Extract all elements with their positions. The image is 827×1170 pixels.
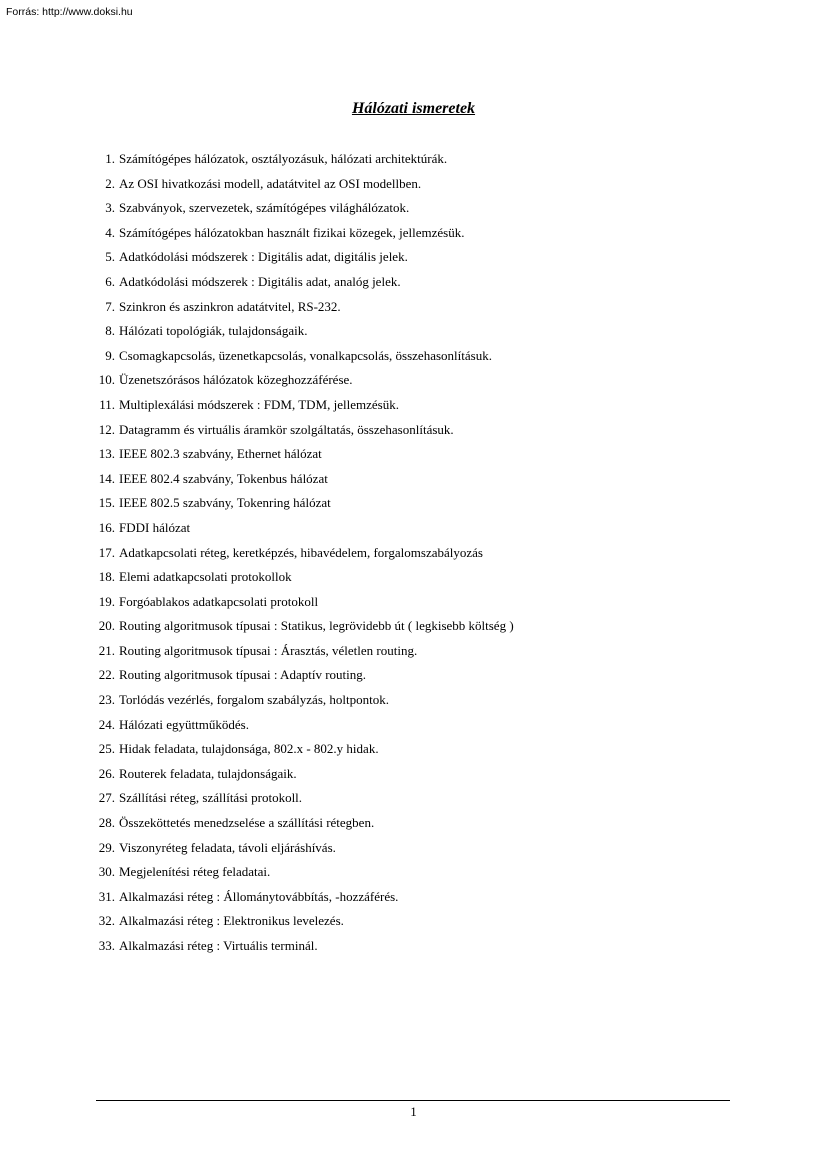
list-item-text: Routing algoritmusok típusai : Árasztás, véletlen routing. bbox=[119, 642, 418, 658]
list-item-number: 28. bbox=[98, 815, 115, 831]
list-item bbox=[96, 247, 514, 272]
list-item-text: IEEE 802.4 szabvány, Tokenbus hálózat bbox=[119, 470, 328, 486]
list-item-text: Szabványok, szervezetek, számítógépes világhálózatok. bbox=[119, 200, 410, 216]
list-item-text: Szállítási réteg, szállítási protokoll. bbox=[119, 790, 303, 806]
list-item bbox=[96, 665, 514, 690]
topic-list bbox=[96, 149, 514, 961]
list-item bbox=[96, 149, 514, 174]
list-item bbox=[96, 936, 514, 961]
list-item bbox=[96, 395, 514, 420]
list-item bbox=[96, 444, 514, 469]
list-item-number: 13. bbox=[98, 446, 115, 462]
list-item-number: 24. bbox=[98, 716, 115, 732]
list-item-number: 15. bbox=[98, 495, 115, 511]
source-url-line: Forrás: http://www.doksi.hu bbox=[6, 6, 133, 18]
list-item-number: 12. bbox=[98, 421, 115, 437]
list-item-number: 21. bbox=[98, 642, 115, 658]
list-item-number: 23. bbox=[98, 692, 115, 708]
list-item-text: IEEE 802.3 szabvány, Ethernet hálózat bbox=[119, 446, 322, 462]
list-item-number: 26. bbox=[98, 765, 115, 781]
list-item-text: FDDI hálózat bbox=[119, 519, 191, 535]
list-item-number: 14. bbox=[98, 470, 115, 486]
list-item-text: Routing algoritmusok típusai : Adaptív routing. bbox=[119, 667, 366, 683]
list-item-number: 30. bbox=[98, 864, 115, 880]
list-item bbox=[96, 370, 514, 395]
document-title: Hálózati ismeretek bbox=[351, 100, 476, 117]
list-item-text: Routerek feladata, tulajdonságaik. bbox=[119, 765, 297, 781]
list-item-text: Alkalmazási réteg : Állománytovábbítás, -hozzáférés. bbox=[119, 888, 399, 904]
list-item bbox=[96, 223, 514, 248]
list-item bbox=[96, 321, 514, 346]
list-item bbox=[96, 788, 514, 813]
list-item-number: 7. bbox=[105, 298, 115, 314]
list-item bbox=[96, 174, 514, 199]
list-item bbox=[96, 862, 514, 887]
list-item bbox=[96, 493, 514, 518]
list-item-number: 6. bbox=[105, 273, 115, 289]
list-item-number: 4. bbox=[105, 224, 115, 240]
list-item bbox=[96, 272, 514, 297]
list-item-number: 16. bbox=[98, 519, 115, 535]
list-item bbox=[96, 346, 514, 371]
footer-divider bbox=[96, 1100, 730, 1101]
list-item-number: 20. bbox=[98, 618, 115, 634]
list-item bbox=[96, 887, 514, 912]
list-item-text: Számítógépes hálózatokban használt fizikai közegek, jellemzésük. bbox=[119, 224, 465, 240]
list-item-number: 25. bbox=[98, 741, 115, 757]
list-item bbox=[96, 813, 514, 838]
list-item-number: 29. bbox=[98, 839, 115, 855]
list-item bbox=[96, 690, 514, 715]
list-item-number: 9. bbox=[105, 347, 115, 363]
list-item bbox=[96, 198, 514, 223]
list-item bbox=[96, 715, 514, 740]
list-item-text: Üzenetszórásos hálózatok közeghozzáférése. bbox=[119, 372, 353, 388]
list-item-text: Megjelenítési réteg feladatai. bbox=[119, 864, 271, 880]
list-item-text: Hidak feladata, tulajdonsága, 802.x - 802.y hidak. bbox=[119, 741, 379, 757]
list-item bbox=[96, 420, 514, 445]
list-item-text: Multiplexálási módszerek : FDM, TDM, jellemzésük. bbox=[119, 396, 399, 412]
list-item bbox=[96, 838, 514, 863]
list-item-number: 2. bbox=[105, 175, 115, 191]
list-item-text: Alkalmazási réteg : Elektronikus levelezés. bbox=[119, 913, 344, 929]
list-item-number: 1. bbox=[105, 151, 115, 166]
list-item-number: 32. bbox=[98, 913, 115, 929]
list-item-text: Forgóablakos adatkapcsolati protokoll bbox=[119, 593, 319, 609]
list-item-number: 8. bbox=[105, 323, 115, 339]
list-item-text: Alkalmazási réteg : Virtuális terminál. bbox=[119, 938, 318, 953]
list-item-number: 17. bbox=[98, 544, 115, 560]
list-item bbox=[96, 469, 514, 494]
list-item bbox=[96, 616, 514, 641]
list-item bbox=[96, 297, 514, 322]
list-item-text: Az OSI hivatkozási modell, adatátvitel az OSI modellben. bbox=[119, 175, 422, 191]
list-item bbox=[96, 543, 514, 568]
list-item-number: 22. bbox=[98, 667, 115, 683]
list-item-text: Datagramm és virtuális áramkör szolgáltatás, összehasonlításuk. bbox=[119, 421, 454, 437]
list-item-text: Csomagkapcsolás, üzenetkapcsolás, vonalkapcsolás, összehasonlításuk. bbox=[119, 347, 492, 363]
list-item bbox=[96, 764, 514, 789]
list-item-number: 18. bbox=[98, 569, 115, 585]
list-item-number: 33. bbox=[98, 938, 115, 953]
list-item-number: 19. bbox=[98, 593, 115, 609]
list-item bbox=[96, 641, 514, 666]
list-item-text: Számítógépes hálózatok, osztályozásuk, hálózati architektúrák. bbox=[119, 151, 448, 166]
list-item bbox=[96, 911, 514, 936]
list-item bbox=[96, 592, 514, 617]
list-item-text: Hálózati együttműködés. bbox=[119, 716, 249, 732]
list-item-text: Routing algoritmusok típusai : Statikus, legrövidebb út ( legkisebb költség ) bbox=[119, 618, 514, 634]
list-item-text: IEEE 802.5 szabvány, Tokenring hálózat bbox=[119, 495, 331, 511]
list-item-text: Elemi adatkapcsolati protokollok bbox=[119, 569, 292, 585]
list-item-text: Adatkapcsolati réteg, keretképzés, hibavédelem, forgalomszabályozás bbox=[119, 544, 483, 560]
list-item bbox=[96, 518, 514, 543]
list-item-text: Torlódás vezérlés, forgalom szabályzás, holtpontok. bbox=[119, 692, 389, 708]
list-item-text: Adatkódolási módszerek : Digitális adat, analóg jelek. bbox=[119, 273, 401, 289]
list-item-number: 27. bbox=[98, 790, 115, 806]
list-item-text: Hálózati topológiák, tulajdonságaik. bbox=[119, 323, 308, 339]
list-item-number: 5. bbox=[105, 249, 115, 265]
list-item-number: 11. bbox=[99, 396, 115, 412]
list-item bbox=[96, 567, 514, 592]
list-item bbox=[96, 739, 514, 764]
list-item-number: 31. bbox=[98, 888, 115, 904]
list-item-text: Szinkron és aszinkron adatátvitel, RS-232. bbox=[119, 298, 341, 314]
list-item-number: 10. bbox=[98, 372, 115, 388]
page-number: 1 bbox=[410, 1104, 417, 1119]
list-item-text: Adatkódolási módszerek : Digitális adat, digitális jelek. bbox=[119, 249, 408, 265]
list-item-text: Viszonyréteg feladata, távoli eljáráshívás. bbox=[119, 839, 336, 855]
list-item-text: Összeköttetés menedzselése a szállítási rétegben. bbox=[119, 815, 375, 831]
list-item-number: 3. bbox=[105, 200, 115, 216]
